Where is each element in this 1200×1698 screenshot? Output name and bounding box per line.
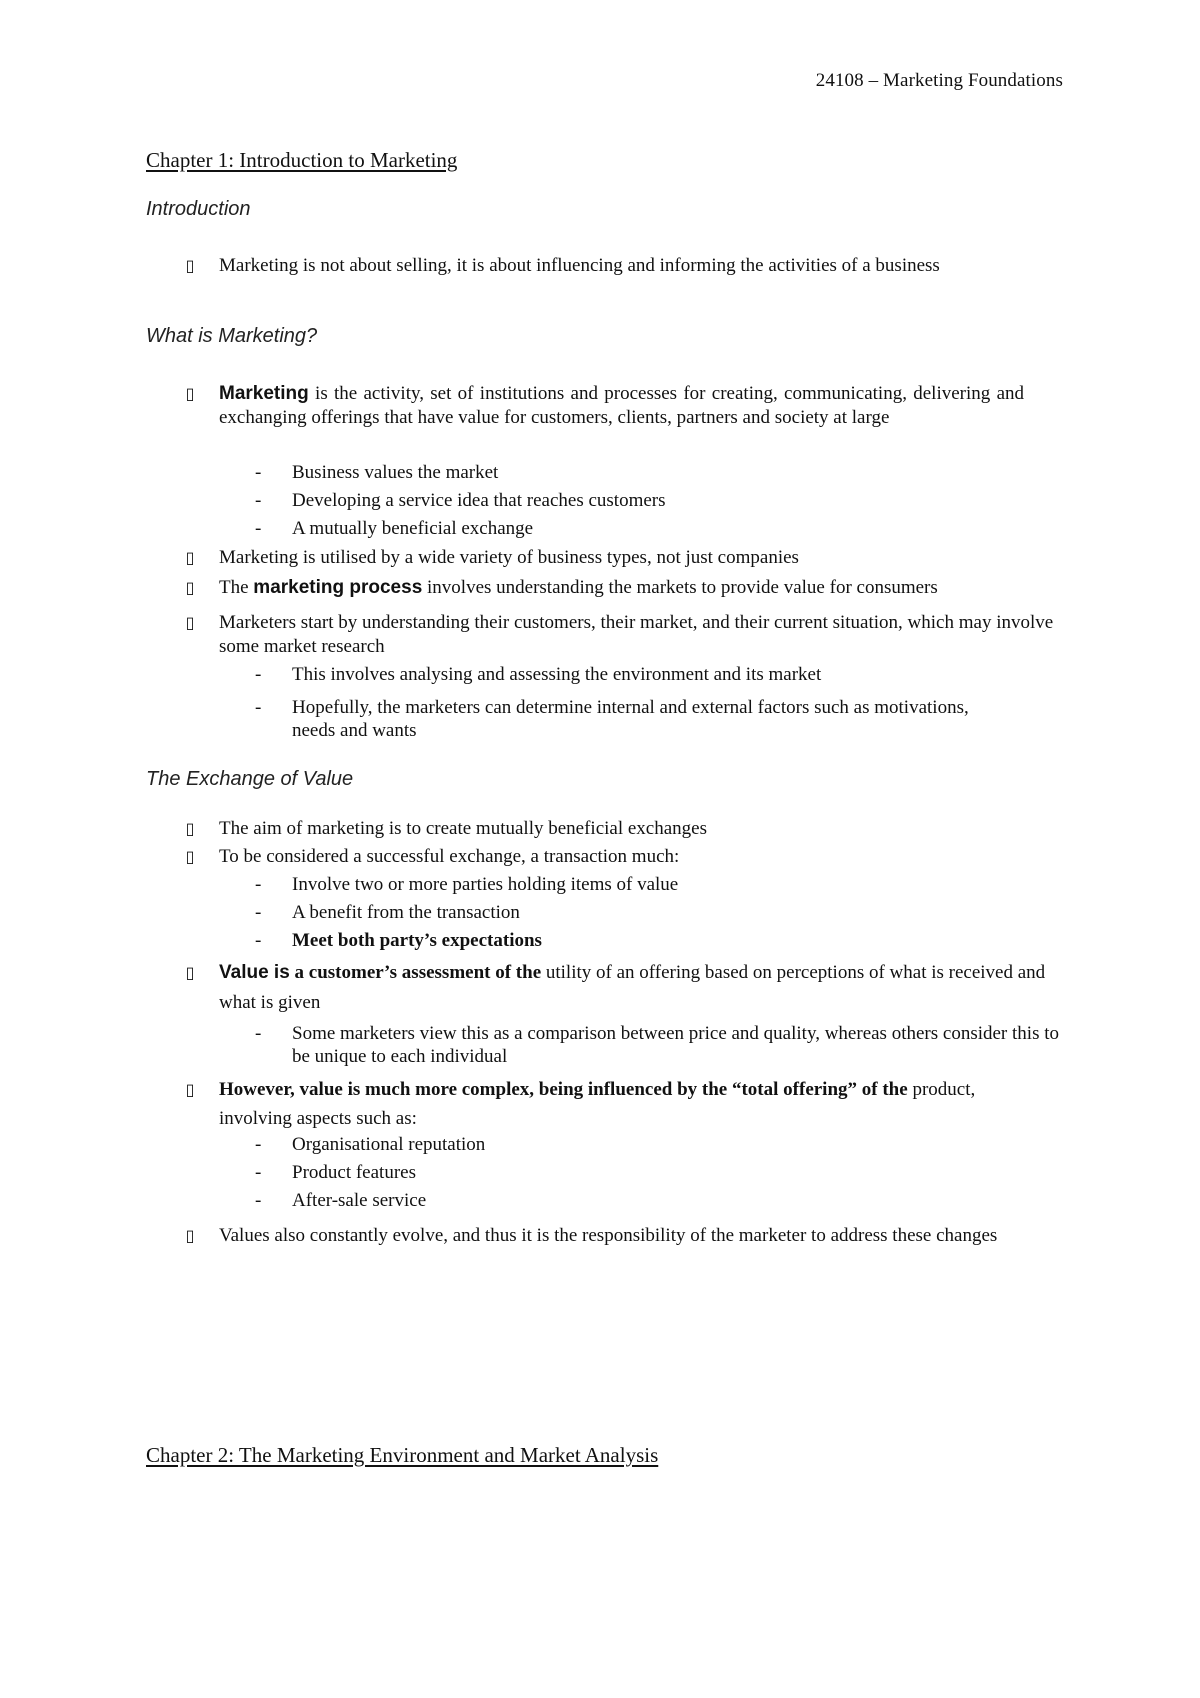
dash-icon: -: [255, 697, 262, 718]
bullet-icon: ▯: [185, 847, 195, 866]
dash-icon: -: [255, 462, 262, 483]
section-what-is-marketing-heading: What is Marketing?: [146, 325, 318, 347]
bullet-text: However, value is much more complex, being influenced by the “total offering” of the product, involving aspects such as:: [219, 1079, 976, 1129]
section-exchange-of-value-heading: The Exchange of Value: [146, 768, 354, 790]
dash-icon: -: [255, 1190, 262, 1211]
section-introduction-heading: Introduction: [146, 198, 251, 220]
dash-icon: -: [255, 518, 262, 539]
bullet-icon: ▯: [185, 613, 195, 632]
dash-icon: -: [255, 1162, 262, 1183]
dash-icon: -: [255, 930, 262, 951]
bullet-text: Value is a customer’s assessment of the utility of an offering based on perceptions of what is received and what is given: [219, 962, 1046, 1013]
bullet-icon: ▯: [185, 963, 195, 982]
course-header: 24108 – Marketing Foundations: [815, 70, 1063, 91]
bullet-text: Marketing is utilised by a wide variety of business types, not just companies: [219, 547, 799, 568]
bullet-text: The marketing process involves understanding the markets to provide value for consumers: [219, 577, 938, 598]
bullet-icon: ▯: [185, 819, 195, 838]
bullet-icon: ▯: [185, 256, 195, 275]
dash-icon: -: [255, 874, 262, 895]
chapter-1-title: Chapter 1: Introduction to Marketing: [146, 148, 458, 172]
bullet-text: Marketing is the activity, set of institutions and processes for creating, communicating, delivering and exchanging offerings that have value for customers, clients, partners and society at large: [219, 383, 1024, 428]
bullet-icon: ▯: [185, 1226, 195, 1245]
term-marketing-process: marketing process: [253, 577, 423, 598]
chapter-2-title: Chapter 2: The Marketing Environment and Market Analysis: [146, 1443, 659, 1467]
term-marketing: Marketing: [219, 383, 309, 404]
bullet-icon: ▯: [185, 384, 195, 403]
dash-icon: -: [255, 1023, 262, 1044]
dash-icon: -: [255, 1134, 262, 1155]
bullet-text: Marketers start by understanding their customers, their market, and their current situation, which may involve some market research: [219, 612, 1054, 657]
bullet-text: Marketing is not about selling, it is about influencing and informing the activities of a business: [219, 255, 940, 276]
dash-icon: -: [255, 902, 262, 923]
bullet-text: Values also constantly evolve, and thus it is the responsibility of the marketer to address these changes: [219, 1225, 998, 1246]
bullet-icon: ▯: [185, 578, 195, 597]
term-value: Value is: [219, 962, 290, 983]
document-page: 24108 – Marketing Foundations Chapter 1: Introduction to Marketing Introduction ▯ Marketing is not about selling, it is about influencing and informing the activities of a business What is Marketing? ▯ Marketing is the activity, set of institutions and processes for creating, communicating, delivering and exchanging offerings that have value for customers, clients, partners and society at large - Business values the market - Developing a service idea that reaches customers - A mutually beneficial exchange ▯ Marketing is utilised by a wide variety of business types, not just companies ▯ The marketing process involves understanding the markets to provide value for consumers ▯ Marketers start by understanding their customers, their market, and their current situation, which may involve some market research - This involves analysing and assessing the environment and its market - Hopefully, the marketers can determine internal and external factors such as motivations, needs and wants The Exchange of Value ▯ The aim of marketing is to create mutually beneficial exchanges ▯ To be considered a successful exchange, a transaction much: - Involve two or more parties holding items of value - A benefit from the transaction - Meet both party’s expectations ▯ Value is a customer’s assessment of the utility of an offering based on perceptions of what is received and what is given - Some marketers view this as a comparison between price and quality, whereas others consider this to be unique to each individual ▯ However, value is much more complex, being influenced by the “total offering” of the product, involving aspects such as: - Organisational reputation - Product features - After-sale service ▯ Values also constantly evolve, and thus it is the responsibility of the marketer to address these changes Chapter 2: The Marketing Environment and Market Analysis: [0, 0, 1200, 1698]
bullet-text: The aim of marketing is to create mutually beneficial exchanges: [219, 818, 707, 839]
dash-icon: -: [255, 664, 262, 685]
bullet-icon: ▯: [185, 1080, 195, 1099]
bullet-icon: ▯: [185, 548, 195, 567]
dash-icon: -: [255, 490, 262, 511]
bullet-text: To be considered a successful exchange, a transaction much:: [219, 846, 680, 867]
